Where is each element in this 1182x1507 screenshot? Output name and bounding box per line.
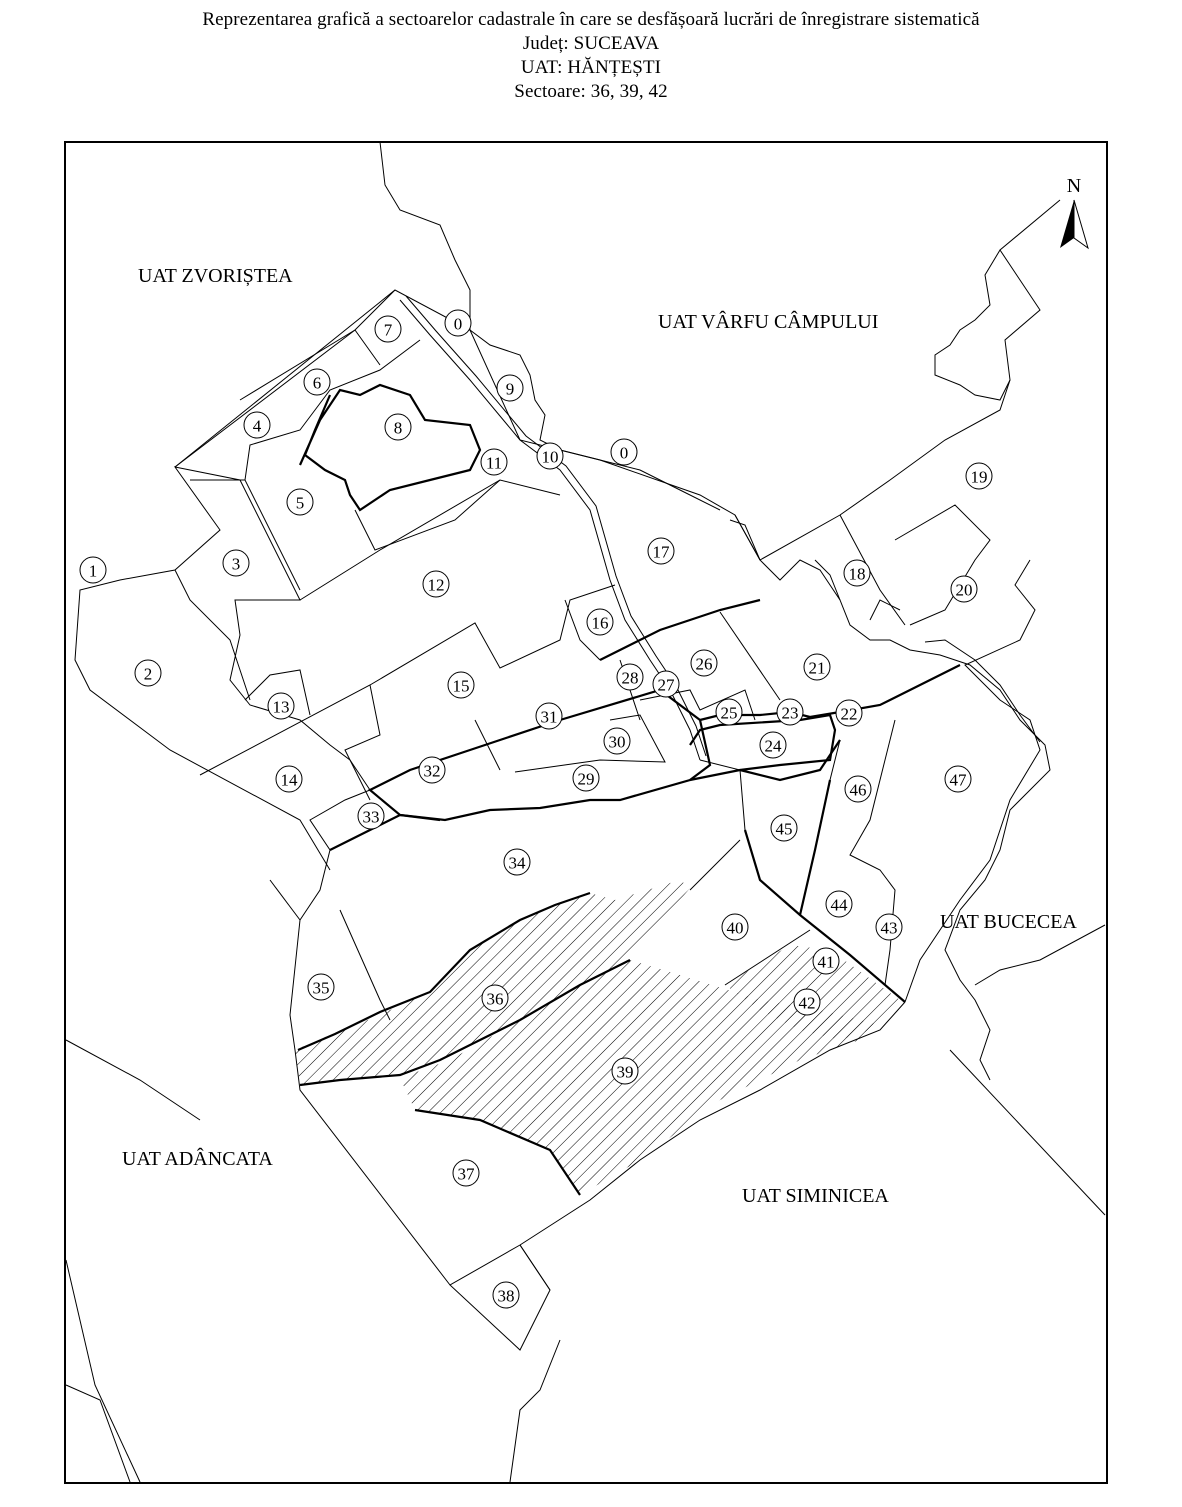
north-arrow-label: N xyxy=(1066,175,1082,197)
sector-marker-s47 xyxy=(945,766,971,792)
sector-number: 11 xyxy=(485,453,503,473)
sector-marker-s29 xyxy=(573,765,599,791)
sector-number: 40 xyxy=(726,918,744,938)
uat-label: UAT: HĂNȚEȘTI xyxy=(520,57,662,78)
sectors-label: Sectoare: 36, 39, 42 xyxy=(514,81,668,102)
sector-number: 29 xyxy=(577,769,595,789)
sector-number: 15 xyxy=(452,676,470,696)
sector-marker-s2 xyxy=(135,660,161,686)
sector-marker-s42 xyxy=(794,989,820,1015)
sector-marker-s38 xyxy=(493,1282,519,1308)
sector-number: 19 xyxy=(970,467,988,487)
sector-marker-s45 xyxy=(771,815,797,841)
sector-marker-s21 xyxy=(804,654,830,680)
sector-number: 22 xyxy=(840,704,858,724)
sector-number: 18 xyxy=(848,564,866,584)
sector-marker-s13 xyxy=(268,693,294,719)
sector-marker-s25 xyxy=(716,699,742,725)
sector-marker-s41 xyxy=(813,948,839,974)
sector-number: 28 xyxy=(621,668,639,688)
sector-marker-s32 xyxy=(419,757,445,783)
sector-number: 30 xyxy=(608,732,626,752)
sector-marker-s8 xyxy=(385,414,411,440)
sector-marker-s40 xyxy=(722,914,748,940)
sector-number: 0 xyxy=(619,443,629,463)
sector-marker-s44 xyxy=(826,891,852,917)
uat-siminicea-label: UAT SIMINICEA xyxy=(742,1185,889,1207)
sector-marker-s36 xyxy=(482,985,508,1011)
sector-marker-s35 xyxy=(308,974,334,1000)
sector-marker-s18 xyxy=(844,560,870,586)
sector-number: 33 xyxy=(362,807,380,827)
rivers xyxy=(66,142,1105,1482)
sector-number: 44 xyxy=(830,895,848,915)
sector-marker-s5 xyxy=(287,489,313,515)
sector-marker-s43 xyxy=(876,914,902,940)
sector-marker-s7 xyxy=(375,316,401,342)
sector-marker-s46 xyxy=(845,776,871,802)
sector-marker-s1 xyxy=(80,557,106,583)
uat-adancata-label: UAT ADÂNCATA xyxy=(122,1148,273,1170)
sector-marker-s6 xyxy=(304,369,330,395)
sector-number: 39 xyxy=(616,1062,634,1082)
map-title: Reprezentarea grafică a sectoarelor cadastrale în care se desfășoară lucrări de înregistrare sistematică xyxy=(202,9,980,30)
sector-number: 13 xyxy=(272,697,290,717)
sector-number: 41 xyxy=(817,952,835,972)
sector-marker-s17 xyxy=(648,538,674,564)
sector-marker-s0b xyxy=(611,439,637,465)
sector-number: 43 xyxy=(880,918,898,938)
sector-marker-s19 xyxy=(966,463,992,489)
sector-marker-s10 xyxy=(537,443,563,469)
sector-number: 5 xyxy=(295,493,305,513)
sector-number: 8 xyxy=(393,418,403,438)
sector-number: 45 xyxy=(775,819,793,839)
sector-number: 4 xyxy=(252,416,262,436)
sector-marker-s9 xyxy=(497,375,523,401)
sector-number: 2 xyxy=(143,664,153,684)
county-label: Județ: SUCEAVA xyxy=(522,33,660,54)
uat-bucecea-label: UAT BUCECEA xyxy=(940,911,1077,933)
sector-number: 35 xyxy=(312,978,330,998)
sector-marker-s20 xyxy=(951,576,977,602)
sector-number: 27 xyxy=(657,675,675,695)
sector-marker-s15 xyxy=(448,672,474,698)
sector-number: 32 xyxy=(423,761,441,781)
sector-number: 37 xyxy=(457,1164,475,1184)
sector-number: 17 xyxy=(652,542,670,562)
ne-boundary xyxy=(935,250,1010,400)
sector-marker-s30 xyxy=(604,728,630,754)
sector-number: 16 xyxy=(591,613,609,633)
sector-marker-s26 xyxy=(691,650,717,676)
sector-number: 26 xyxy=(695,654,713,674)
sector-marker-s24 xyxy=(760,732,786,758)
sector-marker-s14 xyxy=(276,766,302,792)
sector-number: 21 xyxy=(808,658,826,678)
sector-marker-s28 xyxy=(617,664,643,690)
sector-marker-s23 xyxy=(777,699,803,725)
sector-marker-s3 xyxy=(223,550,249,576)
sector-number: 12 xyxy=(427,575,445,595)
sector-marker-s39 xyxy=(612,1058,638,1084)
sector-marker-s33 xyxy=(358,803,384,829)
sector-number: 25 xyxy=(720,703,738,723)
sector-number: 10 xyxy=(541,447,559,467)
sector-number: 1 xyxy=(88,561,98,581)
sector-number: 3 xyxy=(231,554,241,574)
uat-zvoristea-label: UAT ZVORIȘTEA xyxy=(138,265,293,287)
sector-number: 34 xyxy=(508,853,526,873)
uat-varfu-campului-label: UAT VÂRFU CÂMPULUI xyxy=(658,311,879,333)
sector-number: 31 xyxy=(540,707,558,727)
sector-marker-s22 xyxy=(836,700,862,726)
sector-number: 14 xyxy=(280,770,298,790)
sector-number: 9 xyxy=(505,379,515,399)
sector-marker-s12 xyxy=(423,571,449,597)
sector-number: 42 xyxy=(798,993,816,1013)
sector-number: 7 xyxy=(383,320,393,340)
sector-marker-s11 xyxy=(481,449,507,475)
sector-number: 6 xyxy=(312,373,322,393)
north-arrow xyxy=(1060,175,1088,248)
sector-marker-s27 xyxy=(653,671,679,697)
sector-number: 38 xyxy=(497,1286,515,1306)
sector-number: 46 xyxy=(849,780,867,800)
sector-number: 47 xyxy=(949,770,967,790)
sector-marker-s0a xyxy=(445,310,471,336)
sector-marker-s37 xyxy=(453,1160,479,1186)
sector-marker-s31 xyxy=(536,703,562,729)
sector-number: 23 xyxy=(781,703,799,723)
sector-number: 20 xyxy=(955,580,973,600)
sector-number: 24 xyxy=(764,736,782,756)
sector-marker-s16 xyxy=(587,609,613,635)
sector-number: 36 xyxy=(486,989,504,1009)
sector-marker-s34 xyxy=(504,849,530,875)
sector-marker-s4 xyxy=(244,412,270,438)
sector-number: 0 xyxy=(453,314,463,334)
